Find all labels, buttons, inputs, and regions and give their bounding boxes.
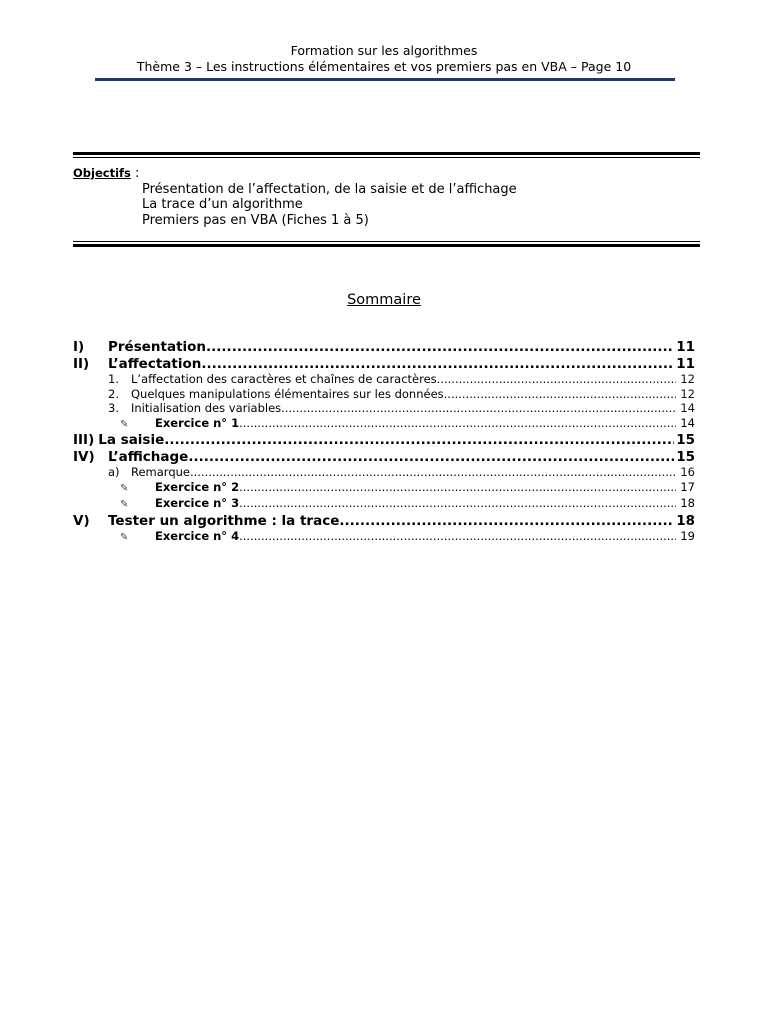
toc-entry[interactable]	[73, 401, 695, 416]
toc-entry-title: La saisie	[98, 432, 165, 448]
toc-entry[interactable]	[73, 432, 695, 449]
header-rule	[95, 78, 675, 81]
toc-entry-number: 3.	[108, 401, 119, 415]
toc-entry-title: Tester un algorithme : la trace	[108, 512, 340, 529]
dot-leader	[281, 401, 676, 416]
toc-entry-number: III)	[73, 432, 95, 448]
objective-item: Premiers pas en VBA (Fiches 1 à 5)	[142, 212, 369, 228]
dot-leader	[188, 449, 674, 466]
dot-leader	[239, 416, 676, 432]
toc-entry-title: Exercice n° 4	[155, 529, 240, 543]
toc-entry[interactable]	[73, 372, 695, 387]
toc-entry-page: 11	[676, 355, 695, 372]
toc-entry[interactable]	[73, 513, 695, 530]
toc-entry[interactable]	[73, 356, 695, 373]
objective-item: Présentation de l’affectation, de la saisie et de l’affichage	[142, 181, 517, 197]
toc-entry[interactable]	[73, 496, 695, 513]
toc-entry-title: L’affectation	[108, 355, 202, 372]
objectives-top-border	[73, 152, 700, 158]
toc-entry-number: a)	[108, 465, 120, 479]
pencil-icon: ✎	[120, 532, 129, 543]
toc-entry-title: L’affichage	[108, 448, 189, 465]
header-course-title: Formation sur les algorithmes	[290, 43, 478, 58]
toc-entry-page: 19	[680, 529, 695, 543]
toc-entry[interactable]	[73, 480, 695, 497]
table-of-contents	[73, 339, 695, 546]
toc-entry[interactable]	[73, 339, 695, 356]
toc-entry[interactable]	[73, 449, 695, 466]
toc-entry-number: IV)	[73, 448, 95, 465]
toc-entry-page: 11	[676, 339, 695, 355]
dot-leader	[339, 513, 674, 530]
dot-leader	[437, 372, 677, 387]
toc-entry-title: Quelques manipulations élémentaires sur les données	[131, 386, 444, 401]
toc-entry-title: Exercice n° 3	[155, 496, 240, 510]
dot-leader	[239, 496, 676, 512]
toc-entry-title: Initialisation des variables	[131, 401, 282, 415]
toc-entry[interactable]	[73, 465, 695, 480]
toc-entry-title: Exercice n° 2	[155, 479, 240, 494]
toc-entry-page: 18	[680, 496, 695, 510]
toc-entry-page: 17	[680, 479, 695, 494]
toc-entry-title: L’affectation des caractères et chaînes de caractères	[131, 372, 437, 386]
dot-leader	[201, 356, 674, 373]
pencil-icon: ✎	[120, 418, 129, 430]
dot-leader	[190, 465, 676, 480]
toc-entry-page: 18	[676, 512, 695, 529]
toc-entry[interactable]	[73, 387, 695, 402]
toc-entry-number: I)	[73, 339, 85, 355]
toc-entry-title: Remarque	[131, 465, 190, 479]
objective-item: La trace d’un algorithme	[142, 197, 303, 212]
pencil-icon: ✎	[120, 499, 129, 510]
toc-entry-page: 15	[676, 448, 695, 465]
dot-leader	[444, 387, 677, 402]
toc-entry-number: 1.	[108, 372, 119, 386]
toc-entry-title: Exercice n° 1	[155, 415, 240, 430]
toc-entry[interactable]	[73, 416, 695, 433]
dot-leader	[239, 529, 676, 545]
toc-entry-number: 2.	[108, 386, 119, 401]
dot-leader	[206, 339, 674, 356]
dot-leader	[239, 480, 676, 496]
header-theme-line: Thème 3 – Les instructions élémentaires et vos premiers pas en VBA – Page 10	[136, 58, 632, 74]
toc-entry-number: V)	[73, 512, 90, 529]
toc-entry-number: II)	[73, 355, 90, 372]
toc-entry-title: Présentation	[108, 339, 207, 355]
page-header	[0, 43, 768, 74]
toc-entry-page: 15	[676, 432, 695, 448]
toc-entry-page: 12	[680, 386, 695, 401]
objectives-bottom-border	[73, 241, 700, 247]
toc-entry-page: 14	[680, 401, 695, 415]
toc-entry[interactable]	[73, 529, 695, 546]
toc-entry-page: 14	[680, 415, 695, 430]
toc-entry-page: 12	[680, 372, 695, 386]
sommaire-title: Sommaire	[347, 292, 421, 308]
pencil-icon: ✎	[120, 482, 129, 494]
objectives-label: Objectifs	[73, 166, 131, 180]
dot-leader	[164, 432, 674, 449]
objectives-box: Objectifs : Présentation de l’affectation, de la saisie et de l’affichage La trace d’un algorithme Premiers pas en VBA (Fiches 1 à 5)	[73, 166, 700, 228]
toc-entry-page: 16	[680, 465, 695, 479]
